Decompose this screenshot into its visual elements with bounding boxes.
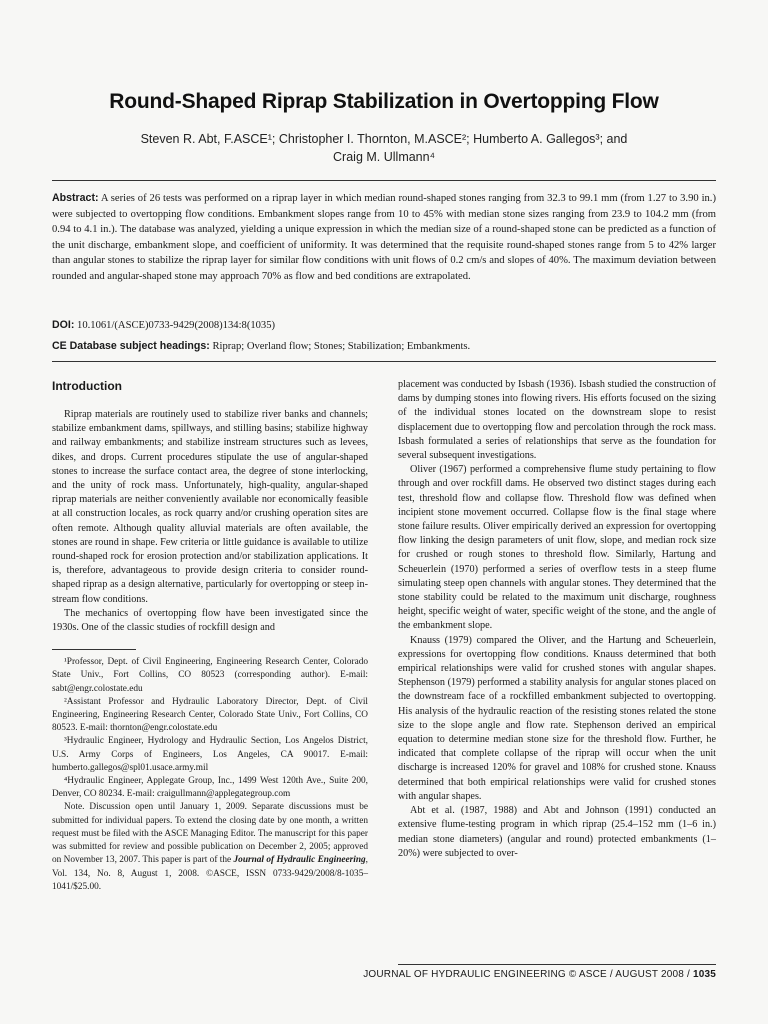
page-footer: [300, 969, 716, 980]
footer-rule: [398, 964, 716, 965]
footnote-3: ³Hydraulic Engineer, Hydrology and Hydraulic Section, Los Angelos District, U.S. Army Corps of Engineers, Los Angeles, CA 90017. E-mail: humberto.gallegos@spl01.usace.army.mil: [52, 736, 368, 773]
subject-headings-value: Riprap; Overland flow; Stones; Stabilization; Embankments.: [212, 341, 471, 352]
footnotes: [52, 656, 368, 894]
footnote-rule: [52, 649, 136, 650]
doi-value: 10.1061/(ASCE)0733-9429(2008)134:8(1035): [77, 320, 276, 331]
abstract-top-rule: [52, 180, 716, 181]
footnote-4: ⁴Hydraulic Engineer, Applegate Group, Inc., 1499 West 120th Ave., Suite 200, Denver, CO 80234. E-mail: craigullmann@applegategroup.com: [52, 776, 368, 800]
author-list: [60, 130, 708, 166]
intro-paragraph-2: The mechanics of overtopping flow have been investigated since the 1930s. One of the classic studies of rockfill design and: [52, 607, 368, 634]
paper-title: Round-Shaped Riprap Stabilization in Overtopping Flow: [109, 90, 659, 113]
abstract-label: Abstract:: [52, 192, 99, 204]
footer-journal-text: JOURNAL OF HYDRAULIC ENGINEERING © ASCE / AUGUST 2008 /: [363, 969, 693, 980]
note-text-after: , Vol. 134, No. 8, August 1, 2008. ©ASCE, ISSN 0733-9429/2008/8-1035–1041/$25.00.: [52, 855, 368, 892]
discussion-note: [52, 801, 368, 893]
doi-label: DOI:: [52, 319, 75, 331]
abstract-text: A series of 26 tests was performed on a riprap layer in which median round-shaped stones ranging from 32.3 to 99.1 mm (from 1.27 to 3.90 in.) were subjected to overtopping flow conditions. Embankment slopes range from 10 to 45% with median stone sizes ranging from 23.9 to 104.2 mm (from 0.94 to 4.1 in.). The database was analyzed, yielding a unique expression in which the median size of a round-shaped stone can be predicted as a function of the unit discharge, embankment slope, and coefficient of uniformity. It was determined that the requisite round-shaped stones range from 5 to 42% larger than angular stones to stabilize the riprap layer for similar flow conditions with unit flows of 0.2 cm/s and slopes of 40%. The maximum deviation between rounded and angular-shaped stone may approach 70% as flow and bed conditions are extrapolated.: [52, 193, 716, 282]
footnote-2: ²Assistant Professor and Hydraulic Laboratory Director, Dept. of Civil Engineering, Engineering Research Center, Colorado State Univ., Fort Collins, CO 80523. E-mail: thornton@engr.colostate.edu: [52, 696, 368, 734]
author-line-2: Craig M. Ullmann⁴: [333, 150, 435, 164]
right-column: [398, 378, 716, 861]
doi-line: [52, 318, 716, 333]
right-paragraph-1: placement was conducted by Isbash (1936). Isbash studied the construction of dams by dumping stones into flowing rivers. His efforts focused on the sizing of the individual stones located on the downstream slope to resist displacement due to overtopping flow and percolation through the rock mass. Isbash formulated a series of relationships that serve as the foundation for several subsequent investigations.: [398, 379, 716, 462]
abstract: [52, 191, 716, 285]
subject-headings-label: CE Database subject headings:: [52, 340, 210, 352]
right-paragraph-3: Knauss (1979) compared the Oliver, and the Hartung and Scheuerlein, expressions for overtopping flow conditions. Knauss determined that both empirical relationships were valid for crushed stones with angular shapes. Stephenson (1979) performed a stability analysis for angular stones placed on the downstream face of a rockfilled embankment subjected to overtopping. His analysis of the hydraulic reaction of the resisting stones related the stone size to the slope angle and flow rate. Stephenson derived an empirical equation to determine median stone size for the threshold flow. Further, he indicated that complete collapse of the riprap will occur when the unit discharge is increased 120% for gravel and 108% for crushed stone. Knauss determined that both empirical relationships were valid for crushed stones with angular shapes.: [398, 634, 716, 802]
introduction-heading: Introduction: [52, 379, 122, 393]
note-text-before: Note. Discussion open until January 1, 2009. Separate discussions must be submitted for individual papers. To extend the closing date by one month, a written request must be filed with the ASCE Managing Editor. The manuscript for this paper was submitted for review and possible publication on December 2, 2005; approved on November 13, 2007. This paper is part of the: [52, 802, 368, 866]
right-paragraph-2: Oliver (1967) performed a comprehensive flume study pertaining to flow through and over rockfill dams. He observed two distinct stages during each test, threshold flow and collapse flow. Threshold flow was defined when incipient stone movement occurred. Collapse flow is the final stage where stone failure results. Oliver empirically derived an expression for overtopping flow linking the design parameters of unit flow, slope, and median rock size for crushed or rough stones to threshold flow. Similarly, Hartung and Scheuerlein (1970) performed a series of overflow tests in a steep flume simulating steep open channels with angular stones. They determined that the stone stability could be related to the maximum unit discharge, roughness height, specific weight of water, specific weight of the stone, and the angle of the embankment slope.: [398, 464, 716, 632]
intro-paragraph-1: Riprap materials are routinely used to stabilize river banks and channels; stabilize embankment dams, spillways, and stilling basins; stabilize highway and railway embankments; and stabilize instream structures such as levees, dikes, and drops. Current procedures stipulate the use of angular-shaped stones to increase the surface contact area, the degree of stone interlocking, and the unity of rock mass. Unfortunately, high-quality, angular-shaped riprap materials are neither conveniently available nor economically feasible at all construction locales, as rock quarry and/or crushing operation sites are often remote. Although quality alluvial materials are often available, the stones are round in shape. Few criteria or little guidance is available to utilize round-shaped rock for erosion protection and/or stabilization applications. It is, therefore, advantageous to provide design criteria to consider round-shaped riprap as a design alternative, particularly for overtopping or steep in-stream flow conditions.: [52, 409, 368, 605]
subject-headings-line: [52, 339, 716, 354]
page-number: 1035: [692, 969, 716, 980]
left-column: [52, 378, 368, 894]
author-line-1: Steven R. Abt, F.ASCE¹; Christopher I. Thornton, M.ASCE²; Humberto A. Gallegos³; and: [140, 132, 628, 146]
footnote-1: ¹Professor, Dept. of Civil Engineering, Engineering Research Center, Colorado State Univ., Fort Collins, CO 80523 (corresponding author). E-mail: sabt@engr.colostate.edu: [52, 657, 368, 694]
right-paragraph-4: Abt et al. (1987, 1988) and Abt and Johnson (1991) conducted an extensive flume-testing program in which riprap (25.4–152 mm (1–6 in.) median stone diameters) (angular and round) protected embankments (1–20%) were subjected to over-: [398, 805, 716, 859]
abstract-bottom-rule: [52, 361, 716, 362]
journal-name: Journal of Hydraulic Engineering: [233, 855, 366, 866]
